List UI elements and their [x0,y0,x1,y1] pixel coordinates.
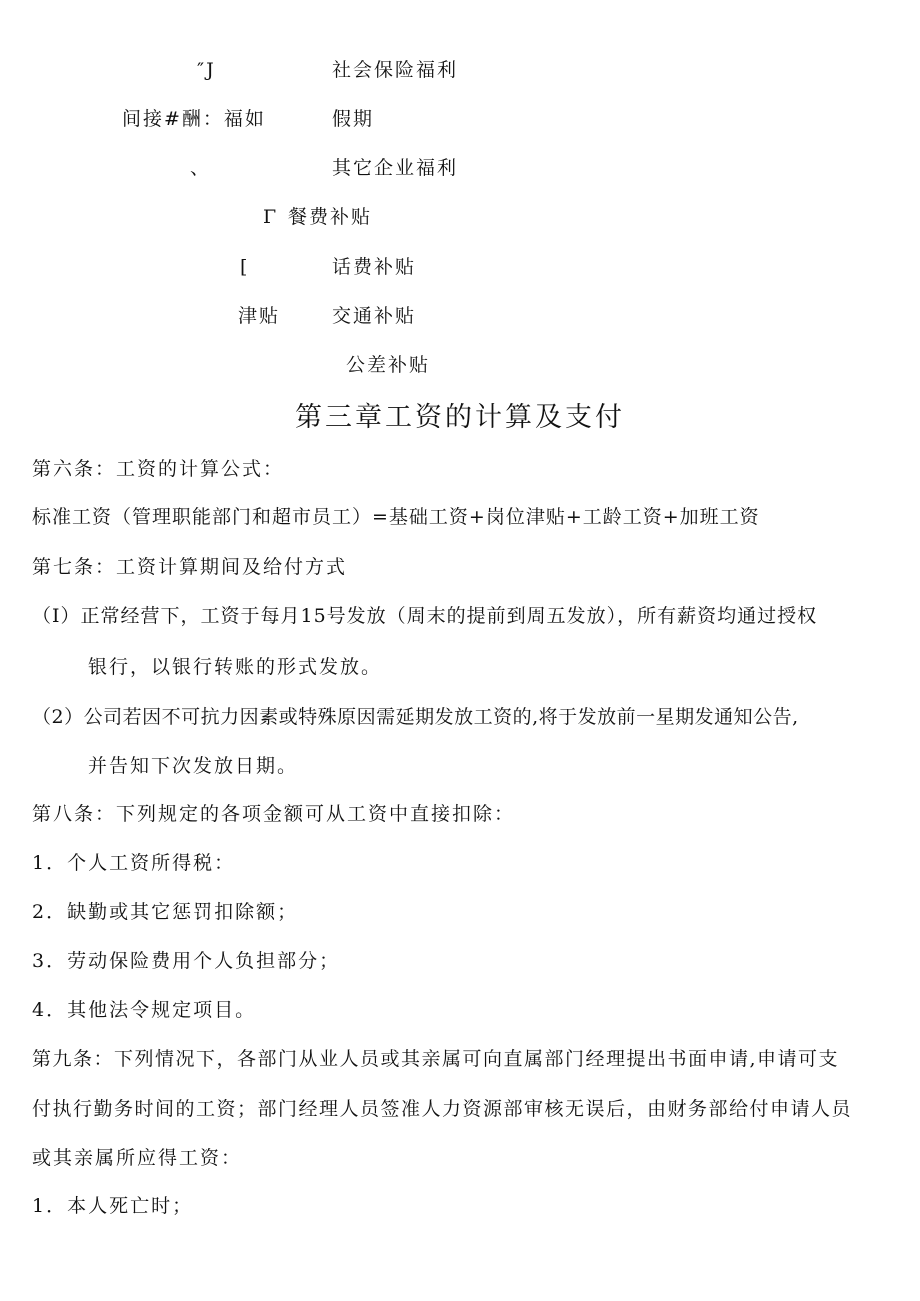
article-7-item-1-line-1: （I）正常经营下，工资于每月15号发放（周末的提前到周五发放），所有薪资均通过授权 [32,605,818,627]
phone-subsidy-label: 话费补贴 [332,256,417,278]
outline-mark-bracket: [ [240,256,250,278]
salary-formula: 标准工资（管理职能部门和超市员工）=基础工资+岗位津贴+工龄工资+加班工资 [32,506,760,528]
article-7-item-2-line-2: 并告知下次发放日期。 [88,755,299,777]
outline-mark-comma: 、 [190,157,212,179]
allowance-label: 津贴 [238,305,281,327]
business-trip-subsidy-label: 公差补贴 [346,354,431,376]
article-6-heading: 第六条：工资的计算公式： [32,458,285,480]
article-8-item: 2．缺勤或其它惩罚扣除额； [32,901,299,923]
transport-subsidy-label: 交通补贴 [332,305,417,327]
article-8-heading: 第八条：下列规定的各项金额可从工资中直接扣除： [32,803,516,825]
meal-subsidy-label: 餐费补贴 [288,206,373,228]
article-8-item: 3．劳动保险费用个人负担部分； [32,950,341,972]
article-8-item: 4．其他法令规定项目。 [32,999,257,1021]
article-9-line-2: 付执行勤务时间的工资；部门经理人员签准人力资源部审核无误后，由财务部给付申请人员 [32,1098,853,1120]
other-welfare-label: 其它企业福利 [332,157,459,179]
holiday-label: 假期 [332,108,375,130]
outline-mark-1: ″J [197,59,216,81]
article-9-line-3: 或其亲属所应得工资： [32,1147,243,1169]
article-7-heading: 第七条：工资计算期间及给付方式 [32,556,348,578]
indirect-compensation-label: 间接#酬：福如 [122,108,266,130]
article-9-item: 1．本人死亡时； [32,1195,194,1217]
social-insurance-label: 社会保险福利 [332,59,459,81]
outline-mark-gamma: Γ [263,206,279,228]
article-8-item: 1．个人工资所得税： [32,852,236,874]
article-7-item-1-line-2: 银行，以银行转账的形式发放。 [88,656,383,678]
chapter-title: 第三章工资的计算及支付 [295,402,625,433]
article-9-line-1: 第九条：下列情况下，各部门从业人员或其亲属可向直属部门经理提出书面申请,申请可支 [32,1048,840,1070]
article-7-item-2-line-1: （2）公司若因不可抗力因素或特殊原因需延期发放工资的,将于发放前一星期发通知公告, [32,706,799,728]
